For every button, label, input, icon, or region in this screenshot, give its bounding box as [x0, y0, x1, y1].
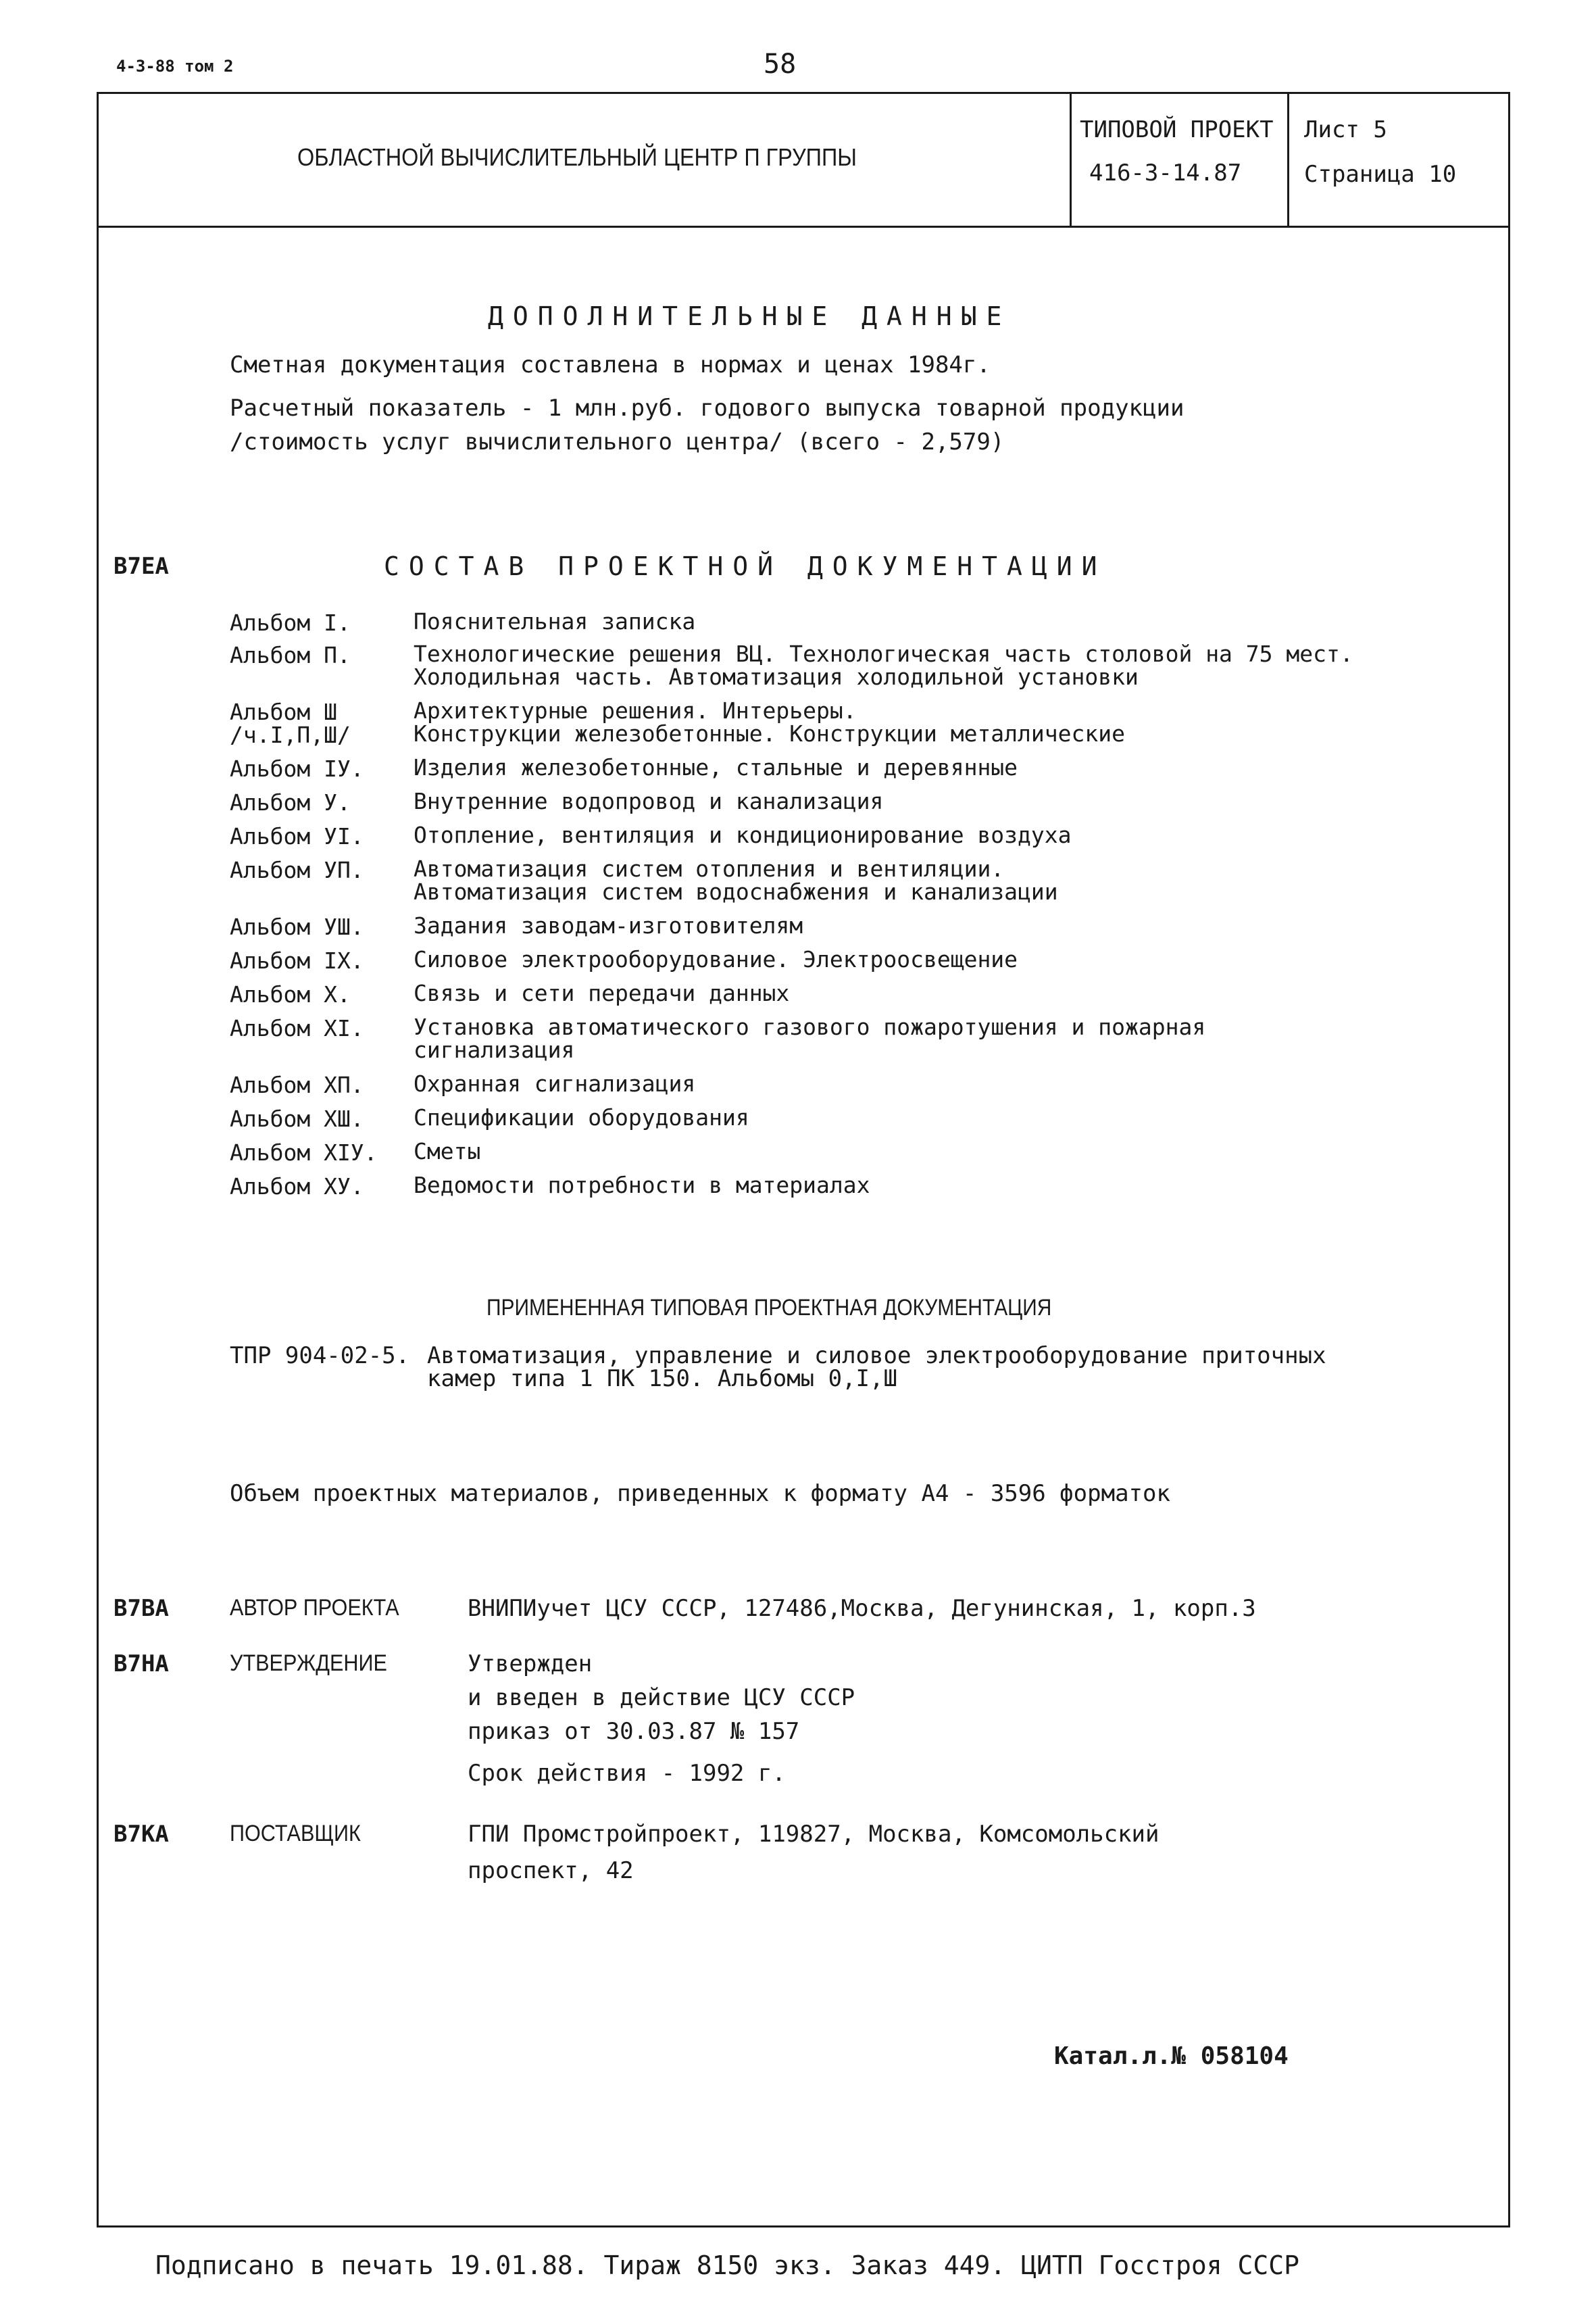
album-description: Охранная сигнализация	[414, 1070, 696, 1097]
approval-value: и введен в действие ЦСУ СССР	[468, 1684, 855, 1711]
album-description: Автоматизация систем водоснабжения и канализации	[414, 879, 1058, 905]
catalog-number: Катал.л.№ 058104	[1054, 2042, 1289, 2070]
album-label: Альбом I.	[230, 610, 351, 636]
album-description: сигнализация	[414, 1037, 575, 1063]
standard-code: ТПР 904-02-5.	[230, 1342, 410, 1369]
validity-period: Срок действия - 1992 г.	[468, 1760, 786, 1787]
composition-heading: СОСТАВ ПРОЕКТНОЙ ДОКУМЕНТАЦИИ	[384, 551, 1107, 581]
album-description: Конструкции железобетонные. Конструкции металлические	[414, 720, 1125, 747]
album-label: Альбом УП.	[230, 857, 364, 883]
standard-description: камер типа 1 ПК 150. Альбомы 0,I,Ш	[427, 1365, 897, 1392]
page-label: Страница 10	[1304, 161, 1457, 188]
stamp-label: ТИПОВОЙ ПРОЕКТ	[1080, 116, 1274, 143]
section-code: B7BA	[114, 1595, 169, 1622]
indicator-line: /стоимость услуг вычислительного центра/ (всего - 2,579)	[230, 428, 1005, 456]
album-description: Ведомости потребности в материалах	[414, 1172, 870, 1198]
author-label: АВТОР ПРОЕКТА	[230, 1595, 399, 1621]
album-description: Архитектурные решения. Интерьеры.	[414, 697, 857, 724]
album-description: Изделия железобетонные, стальные и деревянные	[414, 754, 1018, 781]
title-block-divider	[1070, 92, 1072, 227]
album-label: Альбом УI.	[230, 823, 364, 850]
album-label: Альбом ХI.	[230, 1015, 364, 1041]
album-description: Пояснительная записка	[414, 608, 696, 635]
album-label: /ч.I,П,Ш/	[230, 722, 351, 748]
album-description: Автоматизация систем отопления и вентиляции.	[414, 856, 1005, 882]
album-label: Альбом П.	[230, 642, 351, 668]
title-block-divider	[1287, 92, 1289, 227]
section-code: B7KA	[114, 1821, 169, 1848]
section-code: B7HA	[114, 1650, 169, 1677]
volume-statement: Объем проектных материалов, приведенных к формату А4 - 3596 форматок	[230, 1480, 1170, 1507]
document-reference: 4-3-88 том 2	[116, 57, 234, 76]
album-description: Установка автоматического газового пожаротушения и пожарная	[414, 1014, 1206, 1040]
supplier-value: проспект, 42	[468, 1857, 634, 1884]
album-description: Связь и сети передачи данных	[414, 980, 790, 1006]
approval-label: УТВЕРЖДЕНИЕ	[230, 1650, 387, 1676]
estimate-note: Сметная документация составлена в нормах и ценах 1984г.	[230, 351, 991, 378]
standard-description: Автоматизация, управление и силовое электрооборудование приточных	[427, 1342, 1326, 1369]
album-label: Альбом IХ.	[230, 947, 364, 974]
applied-docs-heading: ПРИМЕНЕННАЯ ТИПОВАЯ ПРОЕКТНАЯ ДОКУМЕНТАЦИЯ	[487, 1295, 1052, 1321]
supplier-value: ГПИ Промстройпроект, 119827, Москва, Комсомольский	[468, 1821, 1159, 1848]
sheet-number: Лист 5	[1304, 116, 1387, 143]
album-description: Технологические решения ВЦ. Технологическая часть столовой на 75 мест.	[414, 641, 1353, 667]
page-number: 58	[764, 49, 797, 80]
album-label: Альбом ХП.	[230, 1072, 364, 1098]
album-label: Альбом У.	[230, 789, 351, 816]
album-description: Сметы	[414, 1138, 481, 1164]
album-description: Внутренние водопровод и канализация	[414, 788, 884, 814]
album-label: Альбом УШ.	[230, 914, 364, 940]
album-description: Отопление, вентиляция и кондиционирование воздуха	[414, 822, 1072, 848]
album-label: Альбом Ш	[230, 699, 337, 725]
author-value: ВНИПИучет ЦСУ СССР, 127486,Москва, Дегунинская, 1, корп.3	[468, 1595, 1256, 1622]
album-label: Альбом ХШ.	[230, 1106, 364, 1132]
supplier-label: ПОСТАВЩИК	[230, 1821, 361, 1846]
album-description: Задания заводам-изготовителям	[414, 912, 803, 939]
album-description: Силовое электрооборудование. Электроосвещение	[414, 946, 1018, 973]
indicator-line: Расчетный показатель - 1 млн.руб. годового выпуска товарной продукции	[230, 395, 1184, 422]
album-label: Альбом Х.	[230, 981, 351, 1008]
approval-value: Утвержден	[468, 1650, 593, 1677]
album-label: Альбом IУ.	[230, 756, 364, 782]
album-label: Альбом ХIУ.	[230, 1139, 378, 1166]
title-block-divider	[97, 226, 1510, 228]
album-description: Холодильная часть. Автоматизация холодильной установки	[414, 664, 1139, 690]
approval-order: приказ от 30.03.87 № 157	[468, 1718, 800, 1745]
album-label: Альбом ХУ.	[230, 1173, 364, 1200]
project-code: 416-3-14.87	[1089, 159, 1242, 187]
additional-data-heading: ДОПОЛНИТЕЛЬНЫЕ ДАННЫЕ	[488, 301, 1012, 331]
album-description: Спецификации оборудования	[414, 1104, 749, 1131]
print-imprint: Подписано в печать 19.01.88. Тираж 8150 экз. Заказ 449. ЦИТП Госстроя СССР	[155, 2250, 1299, 2280]
section-code: B7EA	[114, 553, 169, 580]
organization-title: ОБЛАСТНОЙ ВЫЧИСЛИТЕЛЬНЫЙ ЦЕНТР П ГРУППЫ	[297, 143, 857, 171]
